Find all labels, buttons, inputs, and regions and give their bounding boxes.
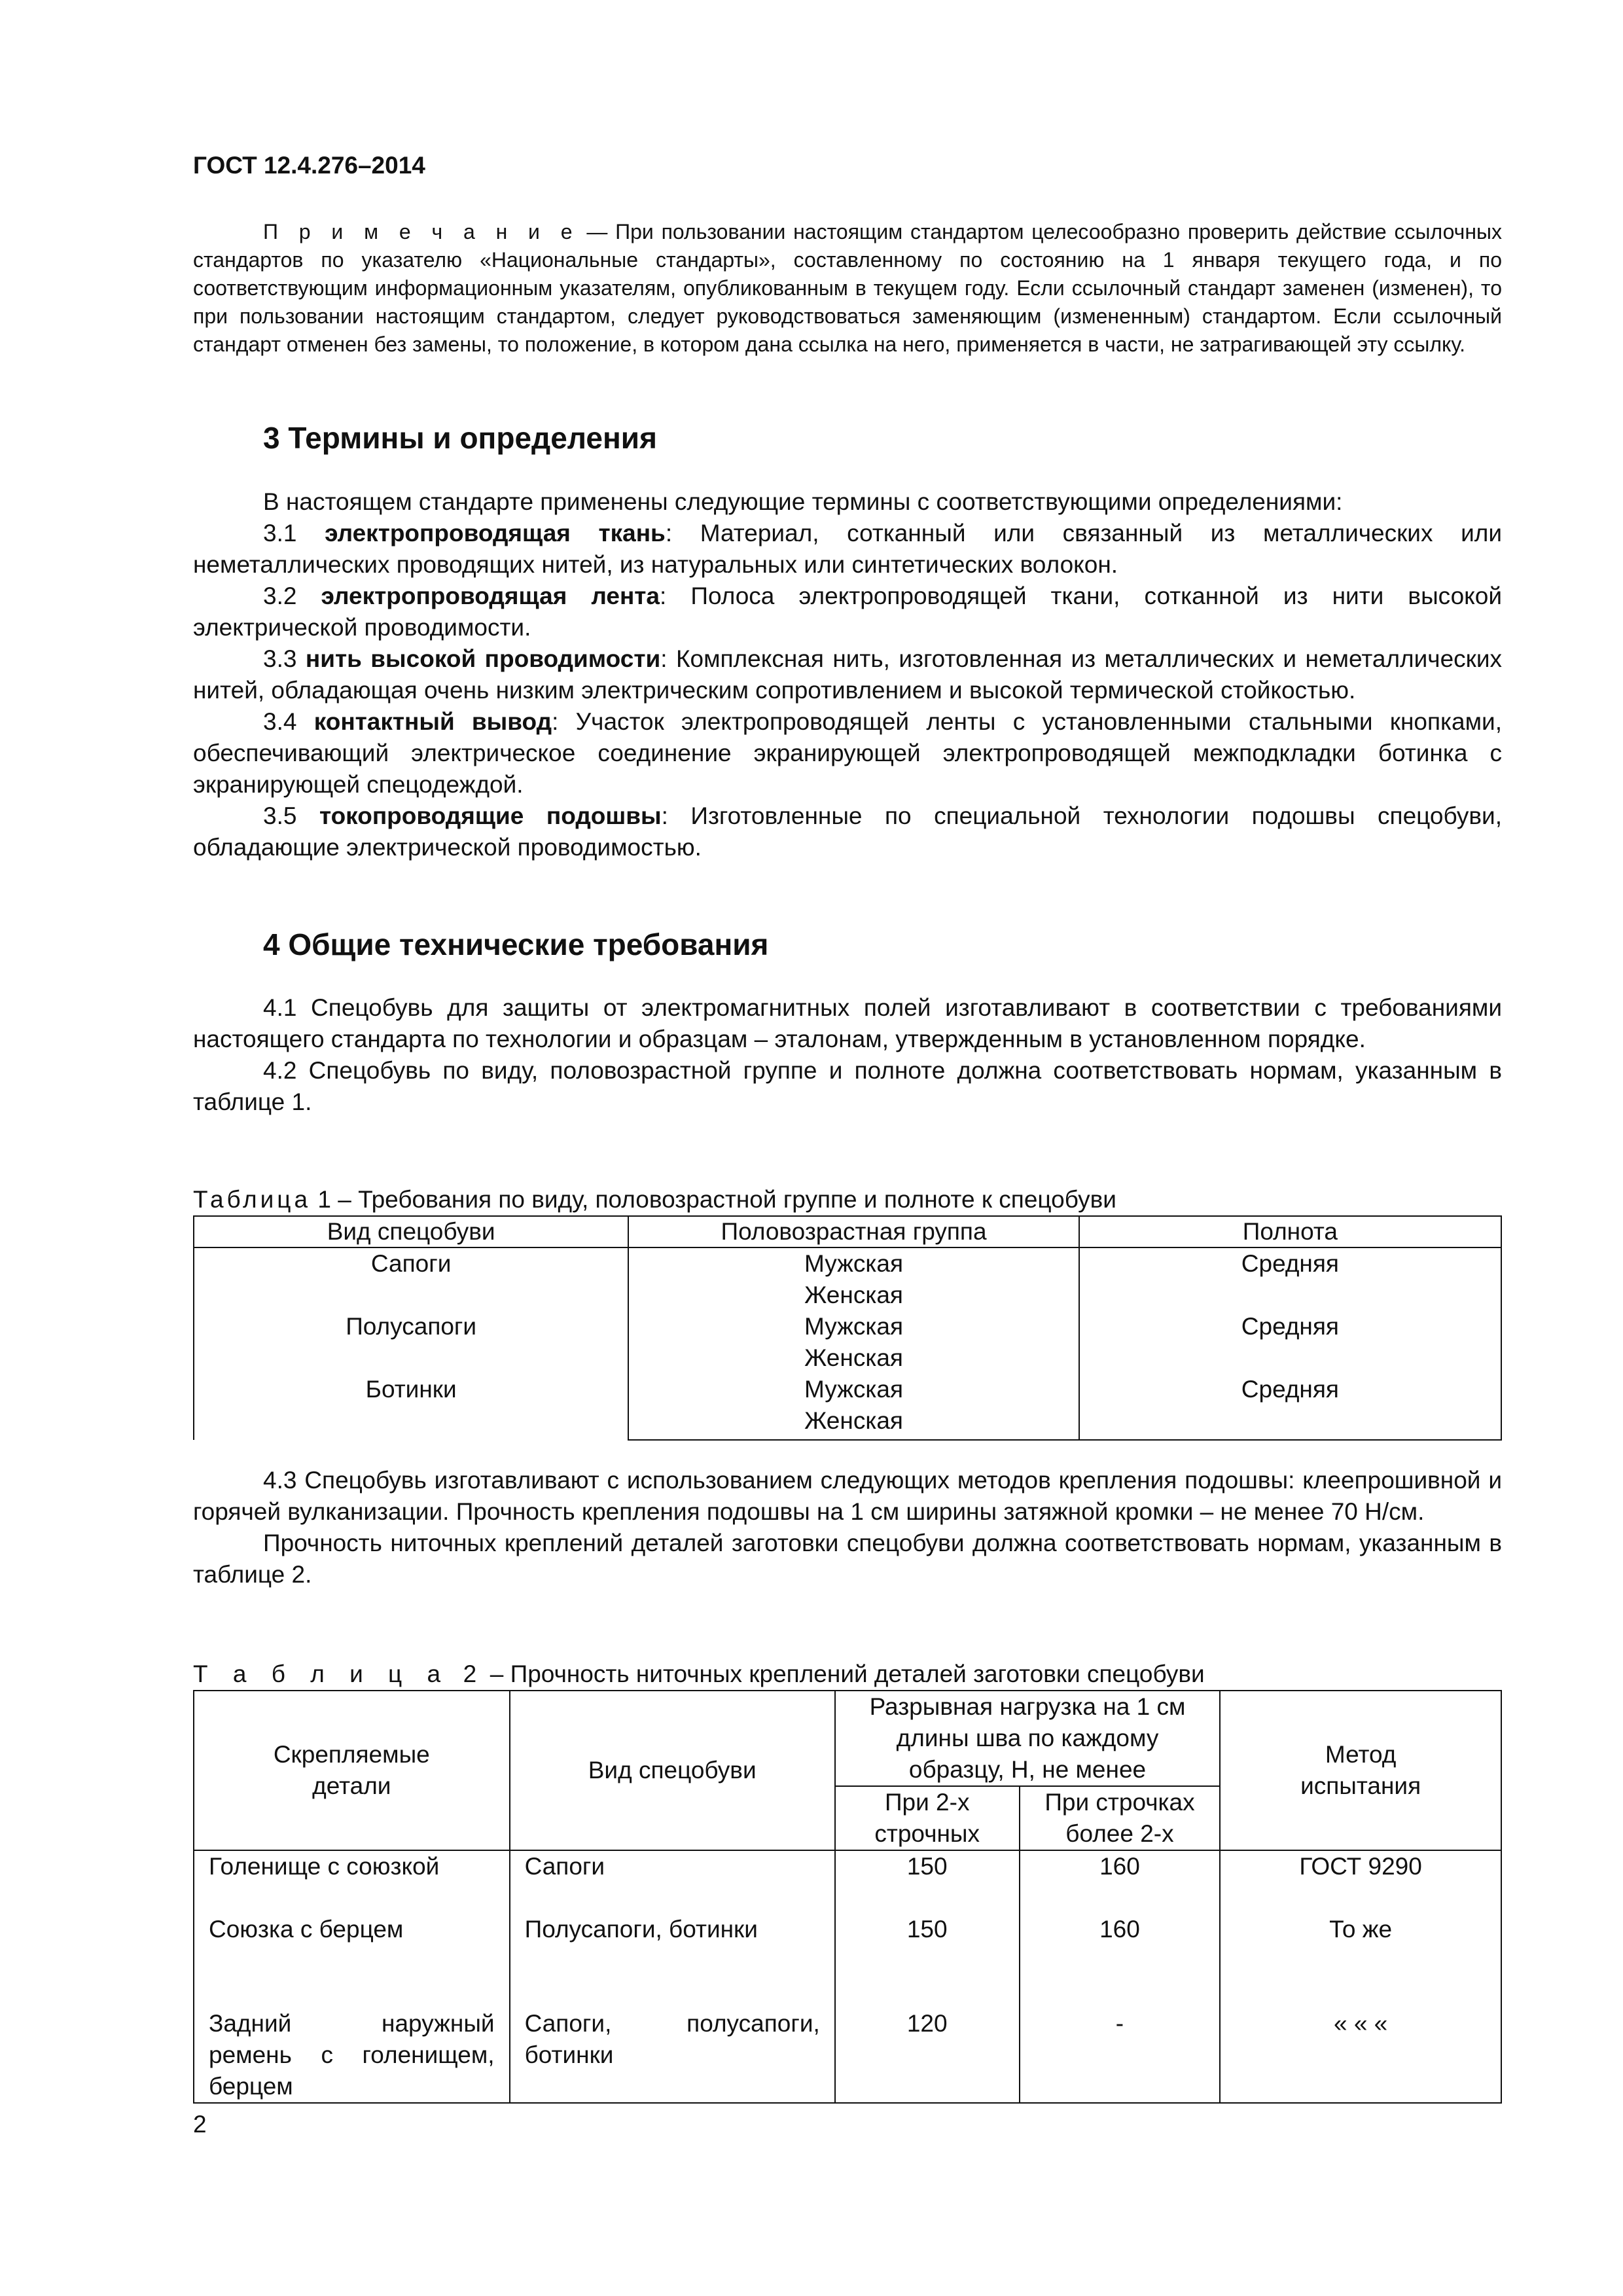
table-header-cell: Половозрастная группа [628, 1216, 1079, 1247]
term-3-1: 3.1 электропроводящая ткань: Материал, сотканный или связанный из металлических или неметаллических проводящих нитей, из натуральных или синтетических волокон. [193, 520, 1503, 578]
section-4-body-1 [193, 992, 1502, 1118]
table-cell: Сапоги Полусапоги Ботинки [194, 1247, 628, 1440]
table-cell: 160 [1020, 1914, 1221, 2008]
table-cell: Сапоги, полусапоги, ботинки [510, 2008, 835, 2103]
table-header-cell: Вид спецобуви [510, 1691, 835, 1850]
table-header-cell: При строчках более 2-х [1020, 1786, 1221, 1850]
table-header-cell: При 2-х строчных [835, 1786, 1020, 1850]
table-cell: « « « [1220, 2008, 1501, 2103]
section-3-intro: В настоящем стандарте применены следующие термины с соответствующими определениями: [263, 488, 1343, 515]
section-3-title: 3 Термины и определения [263, 421, 657, 455]
table-cell: Средняя Средняя Средняя [1079, 1247, 1501, 1440]
section-4-body-2 [193, 1465, 1502, 1590]
term-3-3: 3.3 нить высокой проводимости: Комплексная нить, изготовленная из металлических и неметаллических нитей, обладающая очень низким электрическим сопротивлением и высокой термической стойкостью. [193, 645, 1503, 704]
table-row [194, 1247, 1501, 1440]
table-row [194, 1850, 1501, 1914]
table-cell: - [1020, 2008, 1221, 2103]
table-header-row [194, 1216, 1501, 1247]
table-cell: То же [1220, 1914, 1501, 2008]
table-header-cell: Вид спецобуви [194, 1216, 628, 1247]
table-header-cell: Скрепляемые детали [194, 1691, 510, 1850]
table-header-row [194, 1691, 1501, 1786]
para-4-1: 4.1 Спецобувь для защиты от электромагнитных полей изготавливают в соответствии с требованиями настоящего стандарта по технологии и образцам – эталонам, утвержденным в установленном порядке. [193, 994, 1502, 1052]
section-4-title: 4 Общие технические требования [263, 927, 769, 961]
table-header-cell: Полнота [1079, 1216, 1501, 1247]
table-cell: 150 [835, 1914, 1020, 2008]
term-3-4: 3.4 контактный вывод: Участок электропроводящей ленты с установленными стальными кнопками, обеспечивающий электрическое соединение экранирующей электропроводящей межподкладки ботинка с экранирующей спецодеждой. [193, 708, 1502, 798]
table-cell: 120 [835, 2008, 1020, 2103]
table-cell: Голенище с союзкой [194, 1850, 510, 1914]
table-cell: 150 [835, 1850, 1020, 1914]
para-4-2: 4.2 Спецобувь по виду, половозрастной группе и полноте должна соответствовать нормам, указанным в таблице 1. [193, 1057, 1502, 1115]
page-number: 2 [193, 2111, 207, 2138]
table-cell: Союзка с берцем [194, 1914, 510, 2008]
table-cell: 160 [1020, 1850, 1221, 1914]
table-1 [193, 1215, 1502, 1441]
table-2-caption: Т а б л и ц а 2 – Прочность ниточных креплений деталей заготовки спецобуви [193, 1660, 1205, 1687]
document-header: ГОСТ 12.4.276–2014 [193, 152, 425, 179]
table-header-cell: Разрывная нагрузка на 1 см длины шва по каждому образцу, Н, не менее [835, 1691, 1220, 1786]
para-4-3-cont: Прочность ниточных креплений деталей заготовки спецобуви должна соответствовать нормам, указанным в таблице 2. [193, 1530, 1502, 1588]
table-cell: ГОСТ 9290 [1220, 1850, 1501, 1914]
note-text: — При пользовании настоящим стандартом целесообразно проверить действие ссылочных стандартов по указателю «Национальные стандарты», составленному по состоянию на 1 января текущего года, и по соответствующим информационным указателям, опубликованным в текущем году. Если ссылочный стандарт заменен (изменен), то при пользовании настоящим стандартом, следует руководствоваться заменяющим (измененным) стандартом. Если ссылочный стандарт отменен без замены, то положение, в котором дана ссылка на него, применяется в части, не затрагивающей эту ссылку. [193, 220, 1502, 356]
section-3-body [193, 486, 1502, 863]
para-4-3: 4.3 Спецобувь изготавливают с использованием следующих методов крепления подошвы: клеепрошивной и горячей вулканизации. Прочность крепления подошвы на 1 см ширины затяжной кромки – не менее 70 Н/см. [193, 1467, 1502, 1525]
note-paragraph [193, 218, 1502, 359]
table-row [194, 1914, 1501, 2008]
table-row [194, 2008, 1501, 2103]
table-header-cell: Метод испытания [1220, 1691, 1501, 1850]
term-3-5: 3.5 токопроводящие подошвы: Изготовленные по специальной технологии подошвы спецобуви, обладающие электрической проводимостью. [193, 802, 1502, 861]
table-2 [193, 1690, 1502, 2104]
note-label: П р и м е ч а н и е [263, 220, 579, 243]
table-cell: Сапоги [510, 1850, 835, 1914]
table-cell: Полусапоги, ботинки [510, 1914, 835, 2008]
table-1-caption: Таблица 1 – Требования по виду, половозрастной группе и полноте к спецобуви [193, 1186, 1116, 1213]
table-cell: Задний наружный ремень с голенищем, берцем [194, 2008, 510, 2103]
term-3-2: 3.2 электропроводящая лента: Полоса электропроводящей ткани, сотканной из нити высокой электрической проводимости. [193, 583, 1503, 641]
table-cell: Мужская Женская Мужская Женская Мужская Женская [628, 1247, 1079, 1440]
